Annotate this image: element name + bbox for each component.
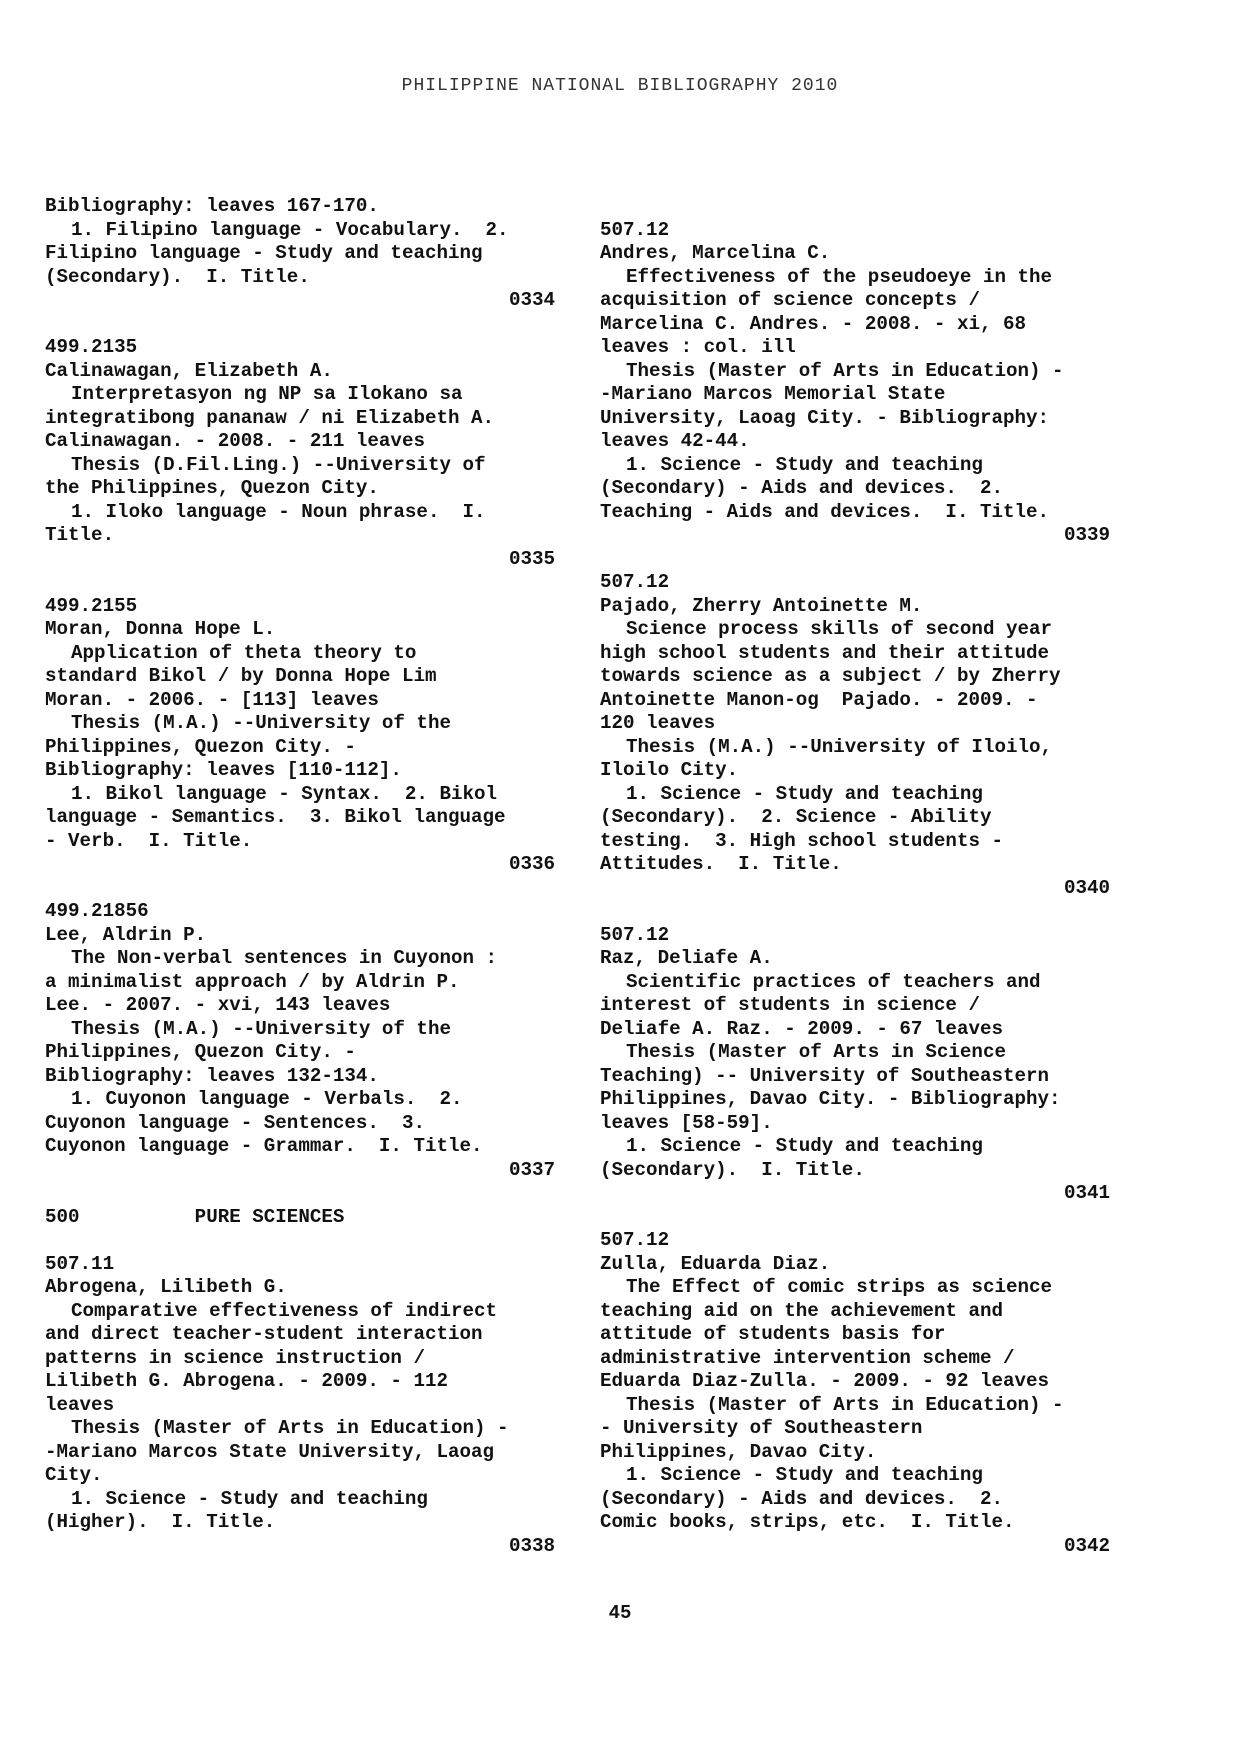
entry-number: 0334 xyxy=(508,289,555,311)
bibliography-line: Effectiveness of the pseudoeye in the xyxy=(626,265,1053,288)
bibliography-line: 507.12 xyxy=(600,923,670,946)
bibliography-line xyxy=(45,1229,555,1253)
entry-number: 0335 xyxy=(508,547,555,570)
bibliography-line: (Higher). I. Title. xyxy=(45,1511,276,1533)
bibliography-line: Abrogena, Lilibeth G. xyxy=(45,1276,287,1298)
bibliography-line: Philippines, Davao City. - Bibliography: xyxy=(600,1088,1061,1110)
bibliography-line: Thesis (D.Fil.Ling.) --University of xyxy=(71,453,486,476)
bibliography-line: Teaching) -- University of Southeastern xyxy=(600,1064,1050,1087)
bibliography-line: testing. 3. High school students - xyxy=(600,829,1004,852)
bibliography-line: patterns in science instruction / xyxy=(45,1346,425,1369)
bibliography-line: Thesis (M.A.) --University of Iloilo, xyxy=(626,735,1053,758)
bibliography-line: Attitudes. I. Title. xyxy=(600,853,842,875)
bibliography-line: Moran. - 2006. - [113] leaves xyxy=(45,688,379,711)
bibliography-line: Thesis (M.A.) --University of the xyxy=(71,712,451,734)
bibliography-line: Comic books, strips, etc. I. Title. xyxy=(600,1511,1015,1533)
entry-number: 0336 xyxy=(508,853,555,875)
bibliography-line: leaves xyxy=(45,1393,115,1416)
bibliography-line: Scientific practices of teachers and xyxy=(626,970,1041,993)
bibliography-line: Pajado, Zherry Antoinette M. xyxy=(600,594,923,617)
bibliography-line: Bibliography: leaves 167-170. xyxy=(45,195,379,217)
bibliography-line: Philippines, Davao City. xyxy=(600,1440,877,1463)
bibliography-line xyxy=(600,900,1110,924)
bibliography-line: Filipino language - Study and teaching xyxy=(45,242,483,264)
bibliography-line: (Secondary). I. Title. xyxy=(600,1158,865,1181)
bibliography-line: 1. Cuyonon language - Verbals. 2. xyxy=(71,1088,463,1110)
bibliography-line: language - Semantics. 3. Bikol language xyxy=(45,806,506,828)
bibliography-line: interest of students in science / xyxy=(600,994,980,1016)
bibliography-line xyxy=(600,1206,1110,1230)
bibliography-line: Marcelina C. Andres. - 2008. - xi, 68 xyxy=(600,312,1027,335)
bibliography-line: Thesis (Master of Arts in Science xyxy=(626,1041,1006,1063)
bibliography-line: 499.2155 xyxy=(45,594,138,617)
bibliography-line: University, Laoag City. - Bibliography: xyxy=(600,406,1050,429)
bibliography-line: high school students and their attitude xyxy=(600,641,1050,664)
bibliography-line: Title. xyxy=(45,524,115,546)
bibliography-line: Bibliography: leaves [110-112]. xyxy=(45,759,402,781)
bibliography-line: administrative intervention scheme / xyxy=(600,1346,1015,1369)
bibliography-line: 507.12 xyxy=(600,571,670,593)
bibliography-line: towards science as a subject / by Zherry xyxy=(600,665,1061,687)
bibliography-line: 1. Science - Study and teaching xyxy=(626,1135,983,1157)
bibliography-line: Raz, Deliafe A. xyxy=(600,947,773,969)
bibliography-line: 507.12 xyxy=(600,1229,670,1251)
bibliography-line: -Mariano Marcos Memorial State xyxy=(600,383,946,405)
bibliography-line: Calinawagan, Elizabeth A. xyxy=(45,359,333,382)
bibliography-line: Andres, Marcelina C. xyxy=(600,242,831,264)
bibliography-line: The Effect of comic strips as science xyxy=(626,1276,1053,1298)
bibliography-line: Thesis (Master of Arts in Education) - xyxy=(626,1393,1064,1416)
entry-number: 0337 xyxy=(508,1158,555,1181)
bibliography-line: Cuyonon language - Grammar. I. Title. xyxy=(45,1135,483,1157)
bibliography-line: teaching aid on the achievement and xyxy=(600,1299,1004,1322)
bibliography-line: Thesis (Master of Arts in Education) - xyxy=(71,1417,509,1439)
bibliography-line: (Secondary) - Aids and devices. 2. xyxy=(600,1487,1004,1510)
right-column xyxy=(600,195,1110,1558)
entry-number: 0340 xyxy=(1063,876,1110,899)
bibliography-line xyxy=(600,548,1110,572)
entry-number: 0341 xyxy=(1063,1182,1110,1204)
bibliography-line: - Verb. I. Title. xyxy=(45,829,253,852)
page-number: 45 xyxy=(608,1602,632,1624)
bibliography-line: Lilibeth G. Abrogena. - 2009. - 112 xyxy=(45,1370,449,1392)
left-column xyxy=(45,195,555,1558)
bibliography-line: Deliafe A. Raz. - 2009. - 67 leaves xyxy=(600,1017,1004,1040)
bibliography-line: Iloilo City. xyxy=(600,759,739,781)
bibliography-line: Cuyonon language - Sentences. 3. xyxy=(45,1111,425,1134)
bibliography-line: leaves [58-59]. xyxy=(600,1111,773,1134)
bibliography-line: (Secondary) - Aids and devices. 2. xyxy=(600,477,1004,499)
bibliography-line: Teaching - Aids and devices. I. Title. xyxy=(600,500,1050,523)
bibliography-line: Antoinette Manon-og Pajado. - 2009. - xyxy=(600,688,1038,711)
bibliography-line: a minimalist approach / by Aldrin P. xyxy=(45,970,460,993)
bibliography-line: Moran, Donna Hope L. xyxy=(45,618,276,640)
entry-number: 0338 xyxy=(508,1534,555,1557)
bibliography-line: 1. Iloko language - Noun phrase. I. xyxy=(71,500,486,523)
bibliography-line: Eduarda Diaz-Zulla. - 2009. - 92 leaves xyxy=(600,1370,1050,1392)
bibliography-line: leaves 42-44. xyxy=(600,430,750,452)
bibliography-line: Science process skills of second year xyxy=(626,618,1053,640)
bibliography-line xyxy=(45,313,555,337)
bibliography-line: Philippines, Quezon City. - xyxy=(45,1041,356,1063)
bibliography-line: Lee, Aldrin P. xyxy=(45,923,207,946)
bibliography-line: - University of Southeastern xyxy=(600,1417,923,1439)
bibliography-line xyxy=(45,1182,555,1206)
entry-number: 0342 xyxy=(1063,1534,1110,1557)
bibliography-line: The Non-verbal sentences in Cuyonon : xyxy=(71,947,498,969)
bibliography-line: Zulla, Eduarda Diaz. xyxy=(600,1252,831,1275)
entry-number: 0339 xyxy=(1063,524,1110,546)
bibliography-line: 1. Science - Study and teaching xyxy=(71,1487,428,1510)
bibliography-line: 1. Science - Study and teaching xyxy=(626,453,983,476)
bibliography-line: Comparative effectiveness of indirect xyxy=(71,1299,498,1322)
bibliography-line: Bibliography: leaves 132-134. xyxy=(45,1064,379,1087)
bibliography-line: -Mariano Marcos State University, Laoag xyxy=(45,1440,495,1463)
bibliography-line: Application of theta theory to xyxy=(71,641,417,664)
bibliography-line: Lee. - 2007. - xvi, 143 leaves xyxy=(45,994,391,1016)
bibliography-line: Thesis (M.A.) --University of the xyxy=(71,1017,451,1040)
bibliography-line: 499.2135 xyxy=(45,336,138,358)
bibliography-line: leaves : col. ill xyxy=(600,336,796,358)
bibliography-line: 500 PURE SCIENCES xyxy=(45,1205,345,1228)
bibliography-line: Thesis (Master of Arts in Education) - xyxy=(626,359,1064,382)
bibliography-line: Calinawagan. - 2008. - 211 leaves xyxy=(45,430,425,452)
bibliography-line: (Secondary). 2. Science - Ability xyxy=(600,806,992,828)
bibliography-line: 507.11 xyxy=(45,1252,115,1275)
bibliography-line: 1. Science - Study and teaching xyxy=(626,782,983,805)
bibliography-line: Interpretasyon ng NP sa Ilokano sa xyxy=(71,383,463,405)
bibliography-line xyxy=(45,571,555,595)
bibliography-line: 507.12 xyxy=(600,218,670,241)
bibliography-line: integratibong pananaw / ni Elizabeth A. xyxy=(45,406,495,429)
bibliography-line: and direct teacher-student interaction xyxy=(45,1323,483,1345)
bibliography-line: acquisition of science concepts / xyxy=(600,289,980,311)
bibliography-line: 499.21856 xyxy=(45,900,149,922)
bibliography-line: Philippines, Quezon City. - xyxy=(45,735,356,758)
bibliography-line: City. xyxy=(45,1464,103,1486)
bibliography-line: (Secondary). I. Title. xyxy=(45,265,310,288)
bibliography-line xyxy=(45,877,555,901)
bibliography-line: 1. Bikol language - Syntax. 2. Bikol xyxy=(71,782,498,805)
running-header: PHILIPPINE NATIONAL BIBLIOGRAPHY 2010 xyxy=(401,76,839,96)
bibliography-line: 1. Science - Study and teaching xyxy=(626,1464,983,1486)
bibliography-line: 1. Filipino language - Vocabulary. 2. xyxy=(71,218,509,241)
bibliography-line: attitude of students basis for xyxy=(600,1323,946,1345)
bibliography-line: the Philippines, Quezon City. xyxy=(45,477,379,499)
bibliography-line: 120 leaves xyxy=(600,712,716,734)
bibliography-line: standard Bikol / by Donna Hope Lim xyxy=(45,665,437,687)
bibliography-line xyxy=(600,195,1110,219)
